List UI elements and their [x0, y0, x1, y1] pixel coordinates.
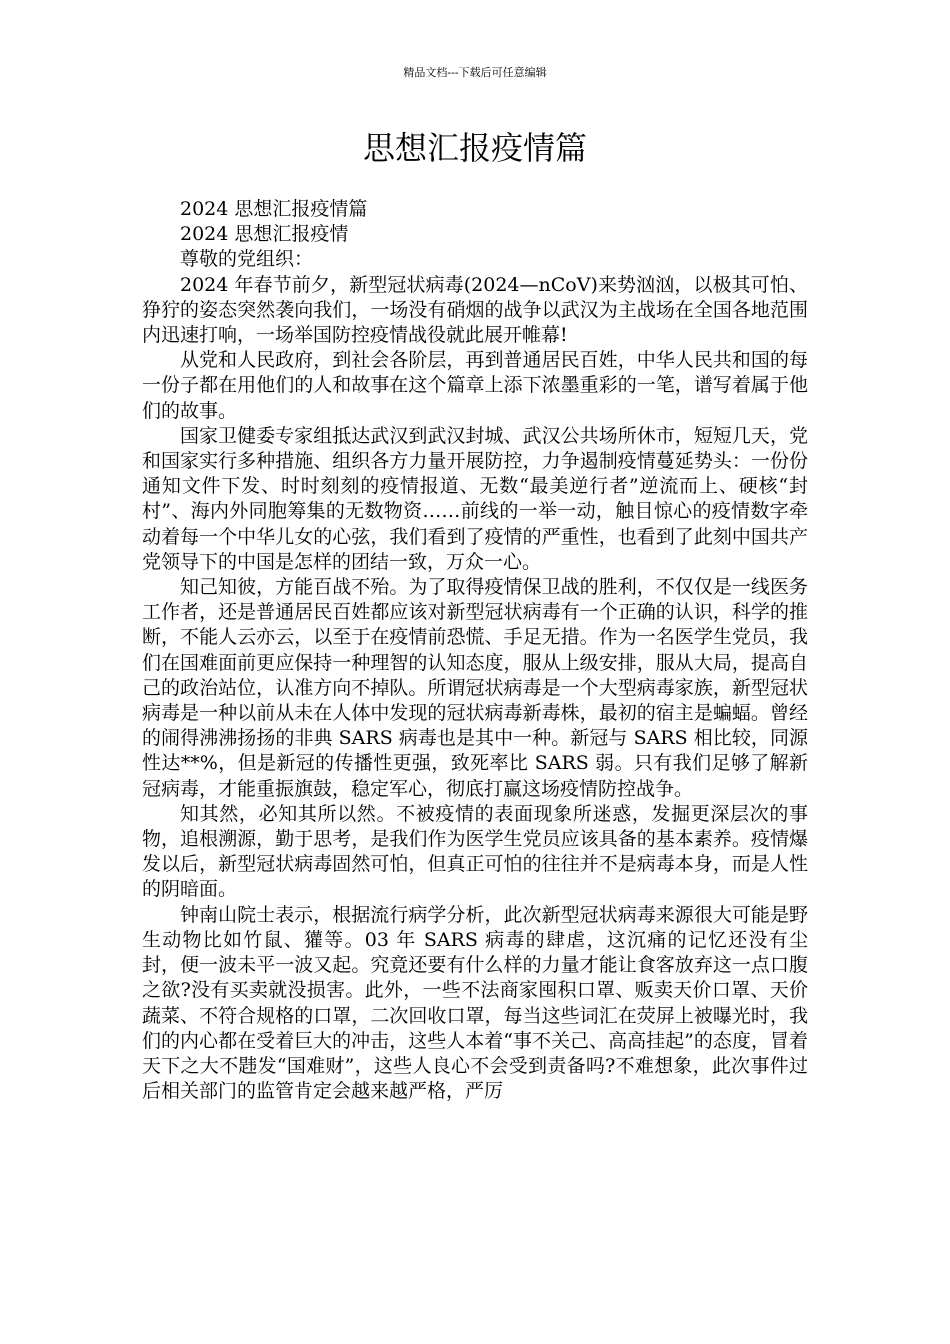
paragraph: 2024 思想汇报疫情篇: [180, 198, 368, 220]
paragraph: 尊敬的党组织：: [180, 248, 314, 271]
paragraph: 知其然，必知其所以然。不被疫情的表面现象所迷惑，发掘更深层次的事物，追根溯源，勤于思考，是我们作为医学生党员应该具备的基本素养。疫情爆发以后，新型冠状病毒固然可怕，但真正可怕的往往并不是病毒本身，而是人性的阴暗面。: [142, 802, 808, 901]
paragraph: 从党和人民政府，到社会各阶层，再到普通居民百姓，中华人民共和国的每一份子都在用他们的人和故事在这个篇章上添下浓墨重彩的一笔，谱写着属于他们的故事。: [142, 349, 808, 422]
document-title: 思想汇报疫情篇: [362, 129, 587, 167]
document-body: [142, 197, 808, 1104]
paragraph: 知己知彼，方能百战不殆。为了取得疫情保卫战的胜利，不仅仅是一线医务工作者，还是普通居民百姓都应该对新型冠状病毒有一个正确的认识，科学的推断，不能人云亦云，以至于在疫情前恐慌、手足无措。作为一名医学生党员，我们在国难面前更应保持一种理智的认知态度，服从上级安排，服从大局，提高自己的政治站位，认准方向不掉队。所谓冠状病毒是一个大型病毒家族，新型冠状病毒是一种以前从未在人体中发现的冠状病毒新毒株，最初的宿主是蝙蝠。曾经的闹得沸沸扬扬的非典 SARS 病毒也是其中一种。新冠与 SARS 相比较，同源性达**%，但是新冠的传播性更强，致死率比 SARS 弱。只有我们足够了解新冠病毒，才能重振旗鼓，稳定军心，彻底打赢这场疫情防控战争。: [142, 576, 808, 800]
paragraph: 国家卫健委专家组抵达武汉到武汉封城、武汉公共场所休市，短短几天，党和国家实行多种措施、组织各方力量开展防控，力争遏制疫情蔓延势头：一份份通知文件下发、时时刻刻的疫情报道、无数“最美逆行者”逆流而上、硬核“封村”、海内外同胞筹集的无数物资……前线的一举一动，触目惊心的疫情数字牵动着每一个中华儿女的心弦，我们看到了疫情的严重性，也看到了此刻中国共产党领导下的中国是怎样的团结一致，万众一心。: [142, 424, 808, 573]
paragraph: 2024 年春节前夕，新型冠状病毒(2024—nCoV)来势汹汹，以极其可怕、狰狞的姿态突然袭向我们，一场没有硝烟的战争以武汉为主战场在全国各地范围内迅速打响，一场举国防控疫情战役就此展开帷幕!: [142, 273, 808, 347]
paragraph: 2024 思想汇报疫情: [180, 223, 349, 246]
header-note: 精品文档---下载后可任意编辑: [403, 66, 547, 79]
paragraph: 钟南山院士表示，根据流行病学分析，此次新型冠状病毒来源很大可能是野生动物比如竹鼠、獾等。03 年 SARS 病毒的肆虐，这沉痛的记忆还没有尘封，便一波未平一波又起。究竟还要有什么样的力量才能让食客放弃这一点口腹之欲?没有买卖就没损害。此外，一些不法商家囤积口罩、贩卖天价口罩、天价蔬菜、不符合规格的口罩，二次回收口罩，每当这些词汇在荧屏上被曝光时，我们的内心都在受着巨大的冲击，这些人本着“事不关己、高高挂起”的态度，冒着天下之大不韪发“国难财”，这些人良心不会受到责备吗?不难想象，此次事件过后相关部门的监管肯定会越来越严格，严厉: [142, 903, 808, 1103]
